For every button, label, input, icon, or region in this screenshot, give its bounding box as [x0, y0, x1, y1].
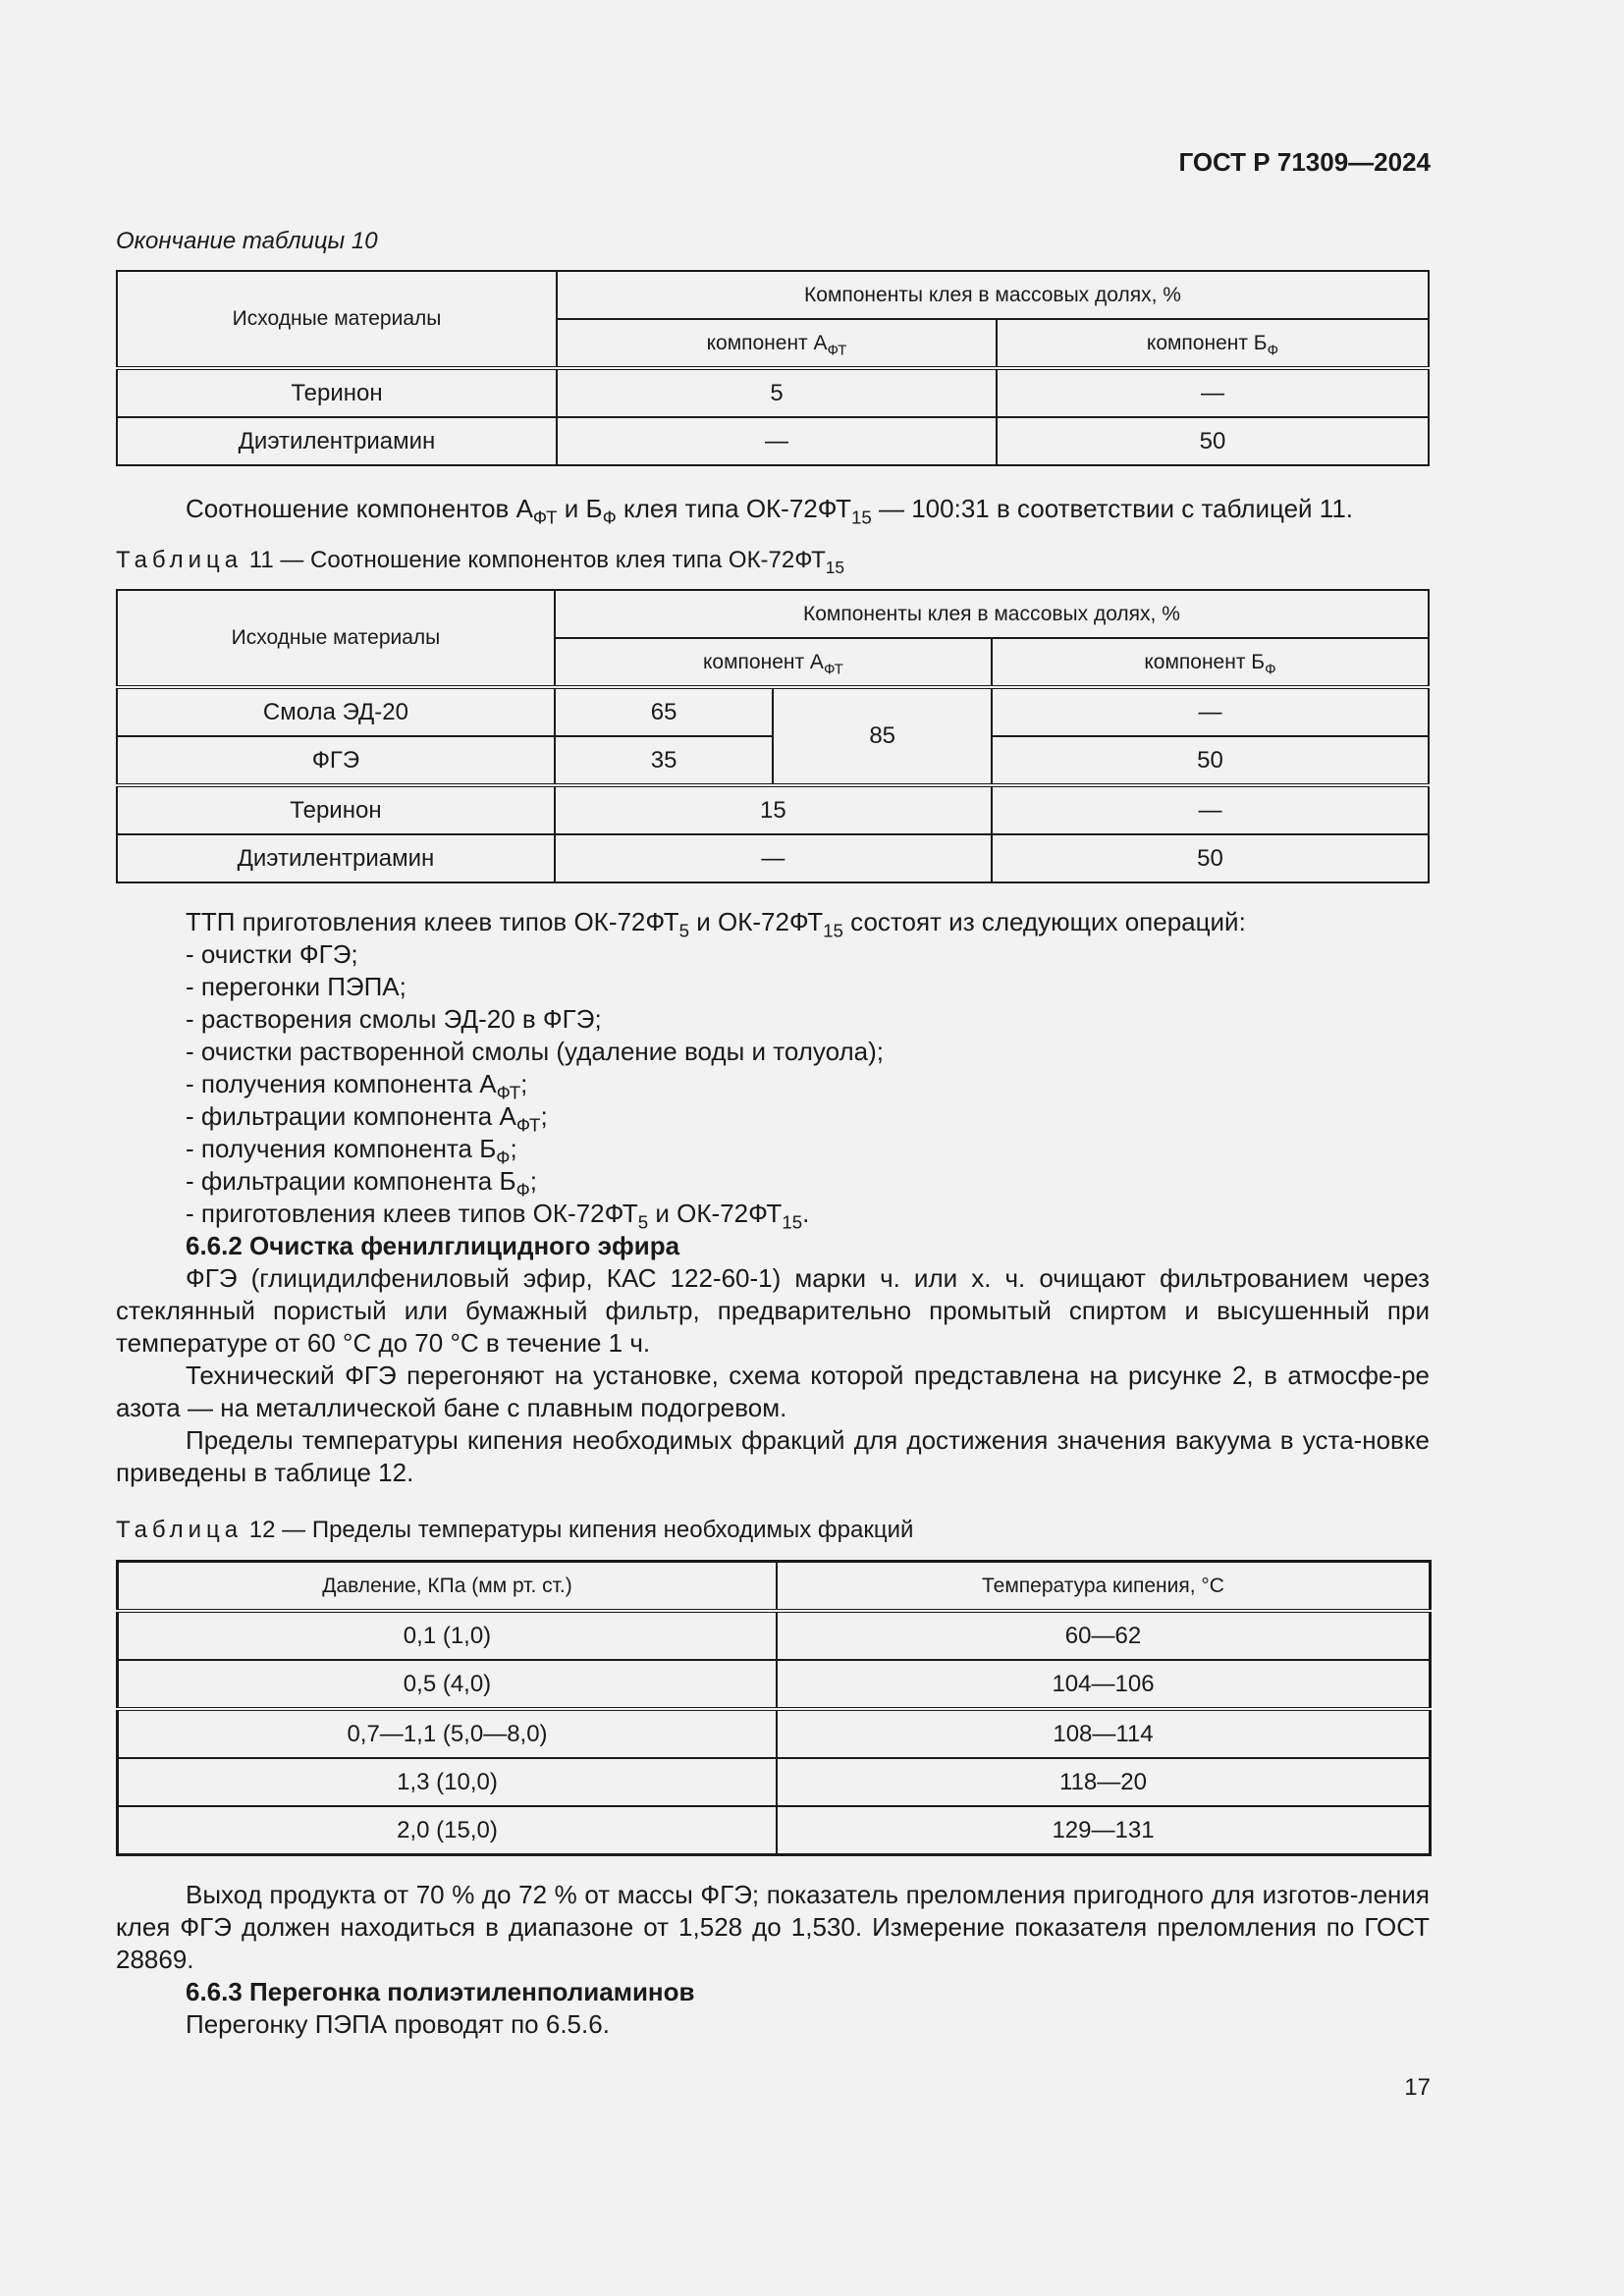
list-item: - фильтрации компонента $А_{ФТ}$; — [186, 1101, 548, 1136]
table-row — [117, 834, 1429, 882]
cell-pressure: 0,1 (1,0) — [118, 1611, 778, 1660]
cell-material: Смола ЭД-20 — [117, 687, 555, 736]
col-b-header: компонент $Б_Ф$ — [992, 638, 1429, 687]
section-heading-663: 6.6.3 Перегонка полиэтиленполиаминов — [186, 1977, 695, 2006]
table-row — [117, 368, 1429, 417]
col-materials-header: Исходные материалы — [117, 271, 557, 368]
table-row — [118, 1758, 1431, 1806]
list-item: - получения компонента $А_{ФТ}$; — [186, 1069, 528, 1103]
cell-a1: 35 — [555, 736, 774, 785]
ttp-paragraph: ТТП приготовления клеев типов $ОК-72ФТ_5$ и $ОК-72ФТ_{15}$ состоят из следующих операций: — [186, 907, 1246, 941]
table-11 — [116, 589, 1430, 883]
table-row — [117, 417, 1429, 465]
cell-temp: 104—106 — [777, 1660, 1431, 1709]
cell-b: 50 — [992, 834, 1429, 882]
cell-pressure: 1,3 (10,0) — [118, 1758, 778, 1806]
table-row — [118, 1611, 1431, 1660]
cell-a2-merged: 85 — [773, 687, 992, 785]
section-heading-662: 6.6.2 Очистка фенилглицидного эфира — [186, 1231, 680, 1260]
list-item: - фильтрации компонента $Б_Ф$; — [186, 1166, 538, 1201]
ratio-paragraph: Соотношение компонентов $А_{ФТ}$ и $Б_Ф$ клея типа $ОК-72ФТ_{15}$ — 100:31 в соответствии с таблицей 11. — [186, 494, 1354, 528]
table10-caption: Окончание таблицы 10 — [116, 228, 378, 254]
cell-pressure: 0,7—1,1 (5,0—8,0) — [118, 1709, 778, 1758]
cell-material: Диэтилентриамин — [117, 417, 557, 465]
cell-material: Теринон — [117, 785, 555, 834]
table-row — [117, 687, 1429, 736]
cell-temp: 118—20 — [777, 1758, 1431, 1806]
list-item: - перегонки ПЭПА; — [186, 972, 406, 1001]
list-item: - получения компонента $Б_Ф$; — [186, 1134, 517, 1168]
table-row — [118, 1660, 1431, 1709]
cell-a: 5 — [557, 368, 997, 417]
paragraph-662-3: Пределы температуры кипения необходимых фракций для достижения значения вакуума в уста-новке приведены в таблице 12. — [116, 1425, 1430, 1487]
paragraph-662-2: Технический ФГЭ перегоняют на установке, схема которой представлена на рисунке 2, в атмосфе-ре азота — на металлической бане с плавным подогревом. — [116, 1361, 1430, 1422]
col-b-header: компонент $Б_Ф$ — [997, 319, 1429, 368]
cell-pressure: 2,0 (15,0) — [118, 1806, 778, 1855]
col-group-header: Компоненты клея в массовых долях, % — [557, 271, 1429, 319]
paragraph-663: Перегонку ПЭПА проводят по 6.5.6. — [186, 2009, 610, 2039]
col-temp-header: Температура кипения, °С — [777, 1562, 1431, 1612]
col-a-header: компонент $А_{ФТ}$ — [557, 319, 997, 368]
cell-temp: 60—62 — [777, 1611, 1431, 1660]
document-code: ГОСТ Р 71309—2024 — [1178, 147, 1431, 177]
cell-b: — — [992, 687, 1429, 736]
col-a-header: компонент $А_{ФТ}$ — [555, 638, 992, 687]
cell-pressure: 0,5 (4,0) — [118, 1660, 778, 1709]
table11-caption: Таблица 11 — Соотношение компонентов клея типа $ОК-72ФТ_{15}$ — [116, 547, 845, 578]
cell-a1: 65 — [555, 687, 774, 736]
cell-b: — — [997, 368, 1429, 417]
cell-b: 50 — [992, 736, 1429, 785]
table-row — [118, 1709, 1431, 1758]
cell-a: — — [555, 834, 992, 882]
paragraph-662-1: ФГЭ (глицидилфениловый эфир, КАС 122-60-1) марки ч. или х. ч. очищают фильтрованием через стеклянный пористый или бумажный фильтр, предварительно промытый спиртом и высушенный при температуре от 60 °С до 70 °С в течение 1 ч. — [116, 1263, 1430, 1358]
cell-a: — — [557, 417, 997, 465]
cell-b: — — [992, 785, 1429, 834]
cell-material: Диэтилентриамин — [117, 834, 555, 882]
col-group-header: Компоненты клея в массовых долях, % — [555, 590, 1429, 638]
table-12 — [116, 1560, 1432, 1856]
cell-material: ФГЭ — [117, 736, 555, 785]
table12-caption: Таблица 12 — Пределы температуры кипения необходимых фракций — [116, 1517, 914, 1543]
cell-temp: 129—131 — [777, 1806, 1431, 1855]
cell-material: Теринон — [117, 368, 557, 417]
operations-list — [186, 938, 884, 1233]
cell-temp: 108—114 — [777, 1709, 1431, 1758]
table-row — [117, 785, 1429, 834]
table-row — [117, 736, 1429, 785]
table-10-end — [116, 270, 1430, 466]
list-item: - очистки ФГЭ; — [186, 939, 358, 969]
yield-paragraph: Выход продукта от 70 % до 72 % от массы ФГЭ; показатель преломления пригодного для изготов-ления клея ФГЭ должен находиться в диапазоне от 1,528 до 1,530. Измерение показателя преломления по ГОСТ 28869. — [116, 1880, 1430, 1974]
cell-b: 50 — [997, 417, 1429, 465]
list-item: - очистки растворенной смолы (удаление воды и толуола); — [186, 1037, 884, 1066]
list-item: - приготовления клеев типов $ОК-72ФТ_5$ и $ОК-72ФТ_{15}$. — [186, 1199, 810, 1233]
col-pressure-header: Давление, КПа (мм рт. ст.) — [118, 1562, 778, 1612]
list-item: - растворения смолы ЭД-20 в ФГЭ; — [186, 1004, 602, 1034]
page-number: 17 — [1404, 2074, 1431, 2101]
col-materials-header: Исходные материалы — [117, 590, 555, 687]
cell-a: 15 — [555, 785, 992, 834]
table-row — [118, 1806, 1431, 1855]
